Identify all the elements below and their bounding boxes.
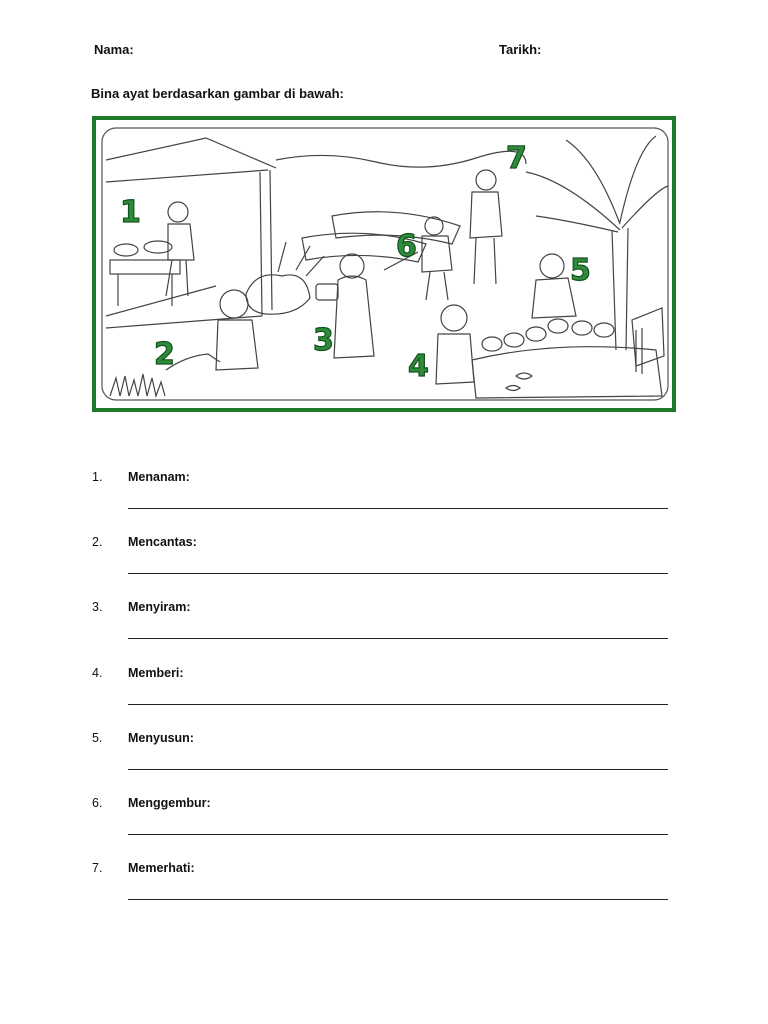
question-word: Mencantas:: [128, 535, 197, 549]
answer-line[interactable]: [128, 899, 668, 900]
answer-line[interactable]: [128, 573, 668, 574]
question-item: [0, 470, 768, 535]
marker-5: 5: [570, 253, 591, 288]
question-item: [0, 535, 768, 600]
question-item: [0, 796, 768, 861]
answer-line[interactable]: [128, 638, 668, 639]
question-number: 2.: [92, 535, 103, 549]
name-label: Nama:: [94, 42, 134, 57]
question-number: 6.: [92, 796, 103, 810]
marker-7: 7: [506, 141, 527, 176]
marker-6: 6: [396, 229, 417, 264]
question-item: [0, 600, 768, 665]
marker-1: 1: [120, 195, 141, 230]
question-number: 4.: [92, 666, 103, 680]
marker-3: 3: [313, 323, 334, 358]
question-item: [0, 666, 768, 731]
question-number: 7.: [92, 861, 103, 875]
date-label: Tarikh:: [499, 42, 542, 57]
question-word: Menyusun:: [128, 731, 194, 745]
question-word: Menanam:: [128, 470, 190, 484]
answer-line[interactable]: [128, 704, 668, 705]
answer-line[interactable]: [128, 508, 668, 509]
question-item: [0, 731, 768, 796]
question-number: 3.: [92, 600, 103, 614]
answer-line[interactable]: [128, 769, 668, 770]
question-word: Memerhati:: [128, 861, 195, 875]
question-word: Memberi:: [128, 666, 184, 680]
question-word: Menggembur:: [128, 796, 211, 810]
instruction-text: Bina ayat berdasarkan gambar di bawah:: [91, 86, 344, 101]
marker-4: 4: [408, 349, 429, 384]
question-number: 5.: [92, 731, 103, 745]
question-item: [0, 861, 768, 926]
answer-line[interactable]: [128, 834, 668, 835]
marker-2: 2: [154, 337, 175, 372]
question-word: Menyiram:: [128, 600, 191, 614]
question-number: 1.: [92, 470, 103, 484]
garden-illustration: [92, 116, 676, 412]
